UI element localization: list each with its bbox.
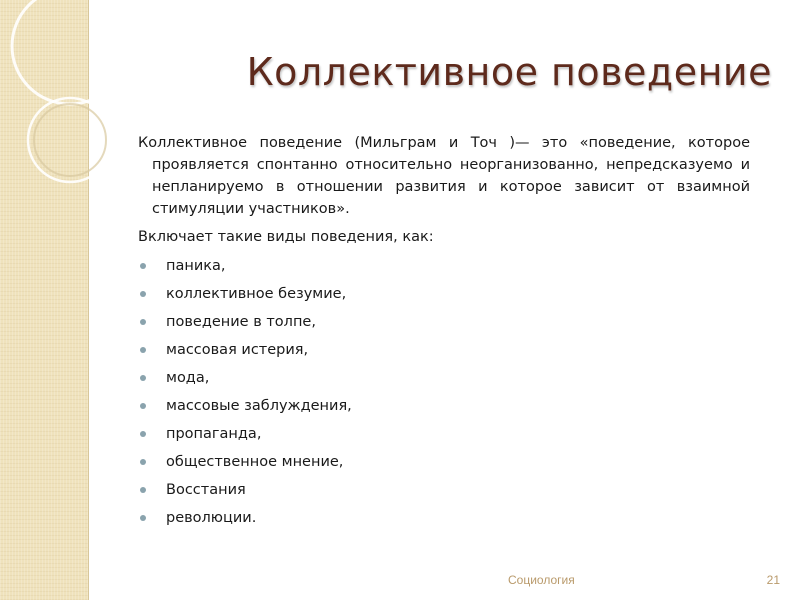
list-item bbox=[138, 392, 750, 420]
list-item bbox=[138, 364, 750, 392]
bullet-icon bbox=[140, 515, 146, 521]
bullet-icon bbox=[140, 347, 146, 353]
definition-paragraph: Коллективное поведение (Мильграм и Точ )— это «поведение, которое проявляется спонтанно относительно неорганизованно, непредсказуемо и непланируемо в отношении развития и которое зависит от взаимной стимуляции участников». bbox=[138, 135, 750, 217]
list-item-label: массовая истерия, bbox=[166, 342, 309, 358]
list-item-label: пропаганда, bbox=[166, 426, 262, 442]
list-item bbox=[138, 476, 750, 504]
decorative-circles-icon bbox=[0, 0, 160, 220]
intro-text: Включает такие виды поведения, как: bbox=[138, 229, 434, 245]
list-item-label: коллективное безумие, bbox=[166, 286, 347, 302]
slide-title: Коллективное поведение bbox=[246, 50, 772, 94]
list-item bbox=[138, 504, 750, 532]
list-item-label: поведение в толпе, bbox=[166, 314, 316, 330]
list-item bbox=[138, 420, 750, 448]
bullet-icon bbox=[140, 291, 146, 297]
list-item-label: общественное мнение, bbox=[166, 454, 344, 470]
behavior-list bbox=[138, 252, 750, 532]
list-item-label: паника, bbox=[166, 258, 226, 274]
list-item bbox=[138, 252, 750, 280]
page-number: 21 bbox=[766, 573, 780, 587]
bullet-icon bbox=[140, 375, 146, 381]
bullet-icon bbox=[140, 487, 146, 493]
list-item bbox=[138, 280, 750, 308]
list-item-label: мода, bbox=[166, 370, 210, 386]
list-item bbox=[138, 336, 750, 364]
bullet-icon bbox=[140, 403, 146, 409]
bullet-icon bbox=[140, 459, 146, 465]
bullet-icon bbox=[140, 431, 146, 437]
bullet-icon bbox=[140, 319, 146, 325]
list-item-label: Восстания bbox=[166, 482, 246, 498]
list-item bbox=[138, 448, 750, 476]
bullet-icon bbox=[140, 263, 146, 269]
list-item-label: массовые заблуждения, bbox=[166, 398, 352, 414]
list-item-label: революции. bbox=[166, 510, 257, 526]
slide-content bbox=[138, 132, 750, 532]
footer-subject: Социология bbox=[508, 573, 575, 587]
list-item bbox=[138, 308, 750, 336]
